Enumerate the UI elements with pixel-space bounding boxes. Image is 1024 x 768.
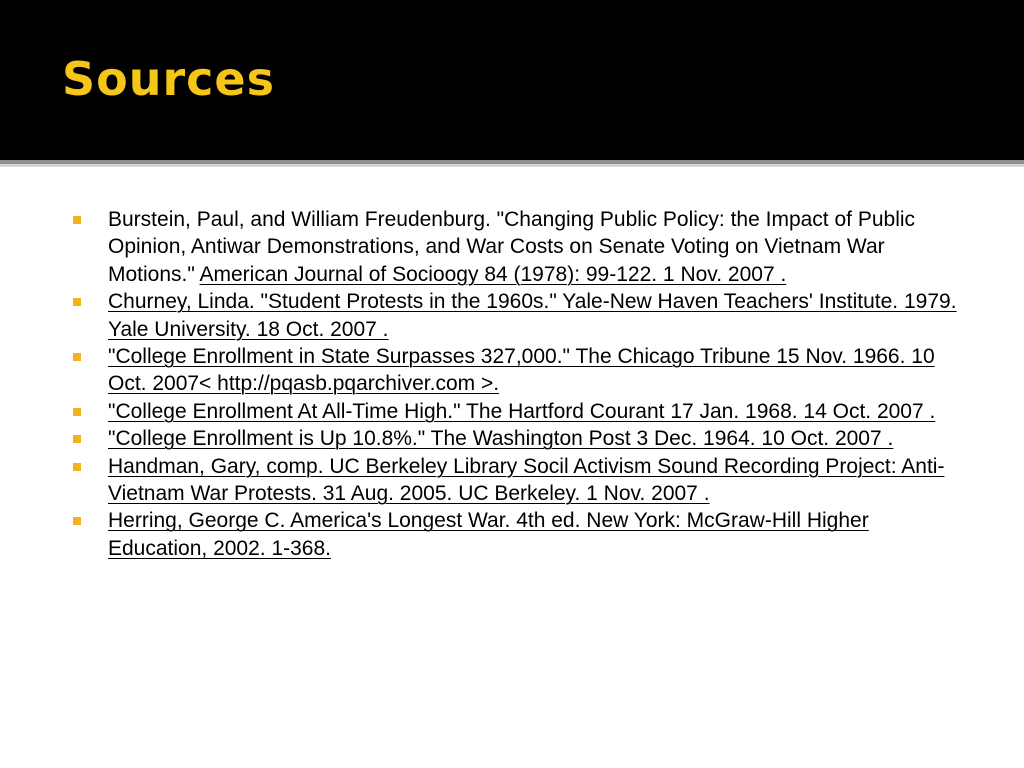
source-item (68, 507, 958, 562)
square-bullet-icon (73, 517, 81, 525)
square-bullet-icon (73, 435, 81, 443)
sources-list (68, 206, 958, 562)
source-link[interactable]: Herring, George C. America's Longest War. 4th ed. New York: McGraw-Hill Higher Education, 2002. 1-368. (108, 509, 869, 560)
square-bullet-icon (73, 298, 81, 306)
source-link[interactable]: Churney, Linda. "Student Protests in the 1960s." Yale-New Haven Teachers' Institute. 1979. Yale University. 18 Oct. 2007 . (108, 290, 957, 341)
square-bullet-icon (73, 216, 81, 224)
source-item (68, 398, 958, 425)
slide-title: Sources (62, 52, 276, 106)
source-link[interactable]: "College Enrollment At All-Time High." The Hartford Courant 17 Jan. 1968. 14 Oct. 2007 . (108, 399, 936, 423)
title-divider-highlight (0, 164, 1024, 167)
title-band (0, 0, 1024, 160)
square-bullet-icon (73, 408, 81, 416)
source-link[interactable]: Handman, Gary, comp. UC Berkeley Library Socil Activism Sound Recording Project: Anti-Vietnam War Protests. 31 Aug. 2005. UC Berkeley. 1 Nov. 2007 . (108, 454, 945, 506)
source-link[interactable]: American Journal of Socioogy 84 (1978): 99-122. 1 Nov. 2007 . (199, 262, 787, 286)
source-link[interactable]: "College Enrollment is Up 10.8%." The Washington Post 3 Dec. 1964. 10 Oct. 2007 . (108, 427, 894, 451)
source-item (68, 343, 958, 398)
source-item (68, 453, 958, 508)
square-bullet-icon (73, 353, 81, 361)
source-item (68, 425, 958, 452)
source-link[interactable]: "College Enrollment in State Surpasses 327,000." The Chicago Tribune 15 Nov. 1966. 10 Oct. 2007< http://pqasb.pqarchiver.com >. (108, 345, 935, 396)
source-item (68, 206, 958, 288)
square-bullet-icon (73, 463, 81, 471)
source-text: Burstein, Paul, and William Freudenburg. "Changing Public Policy: the Impact of Public Opinion, Antiwar Demonstrations, and War Costs on Senate Voting on Vietnam War Motions." (108, 208, 916, 286)
source-item (68, 288, 958, 343)
